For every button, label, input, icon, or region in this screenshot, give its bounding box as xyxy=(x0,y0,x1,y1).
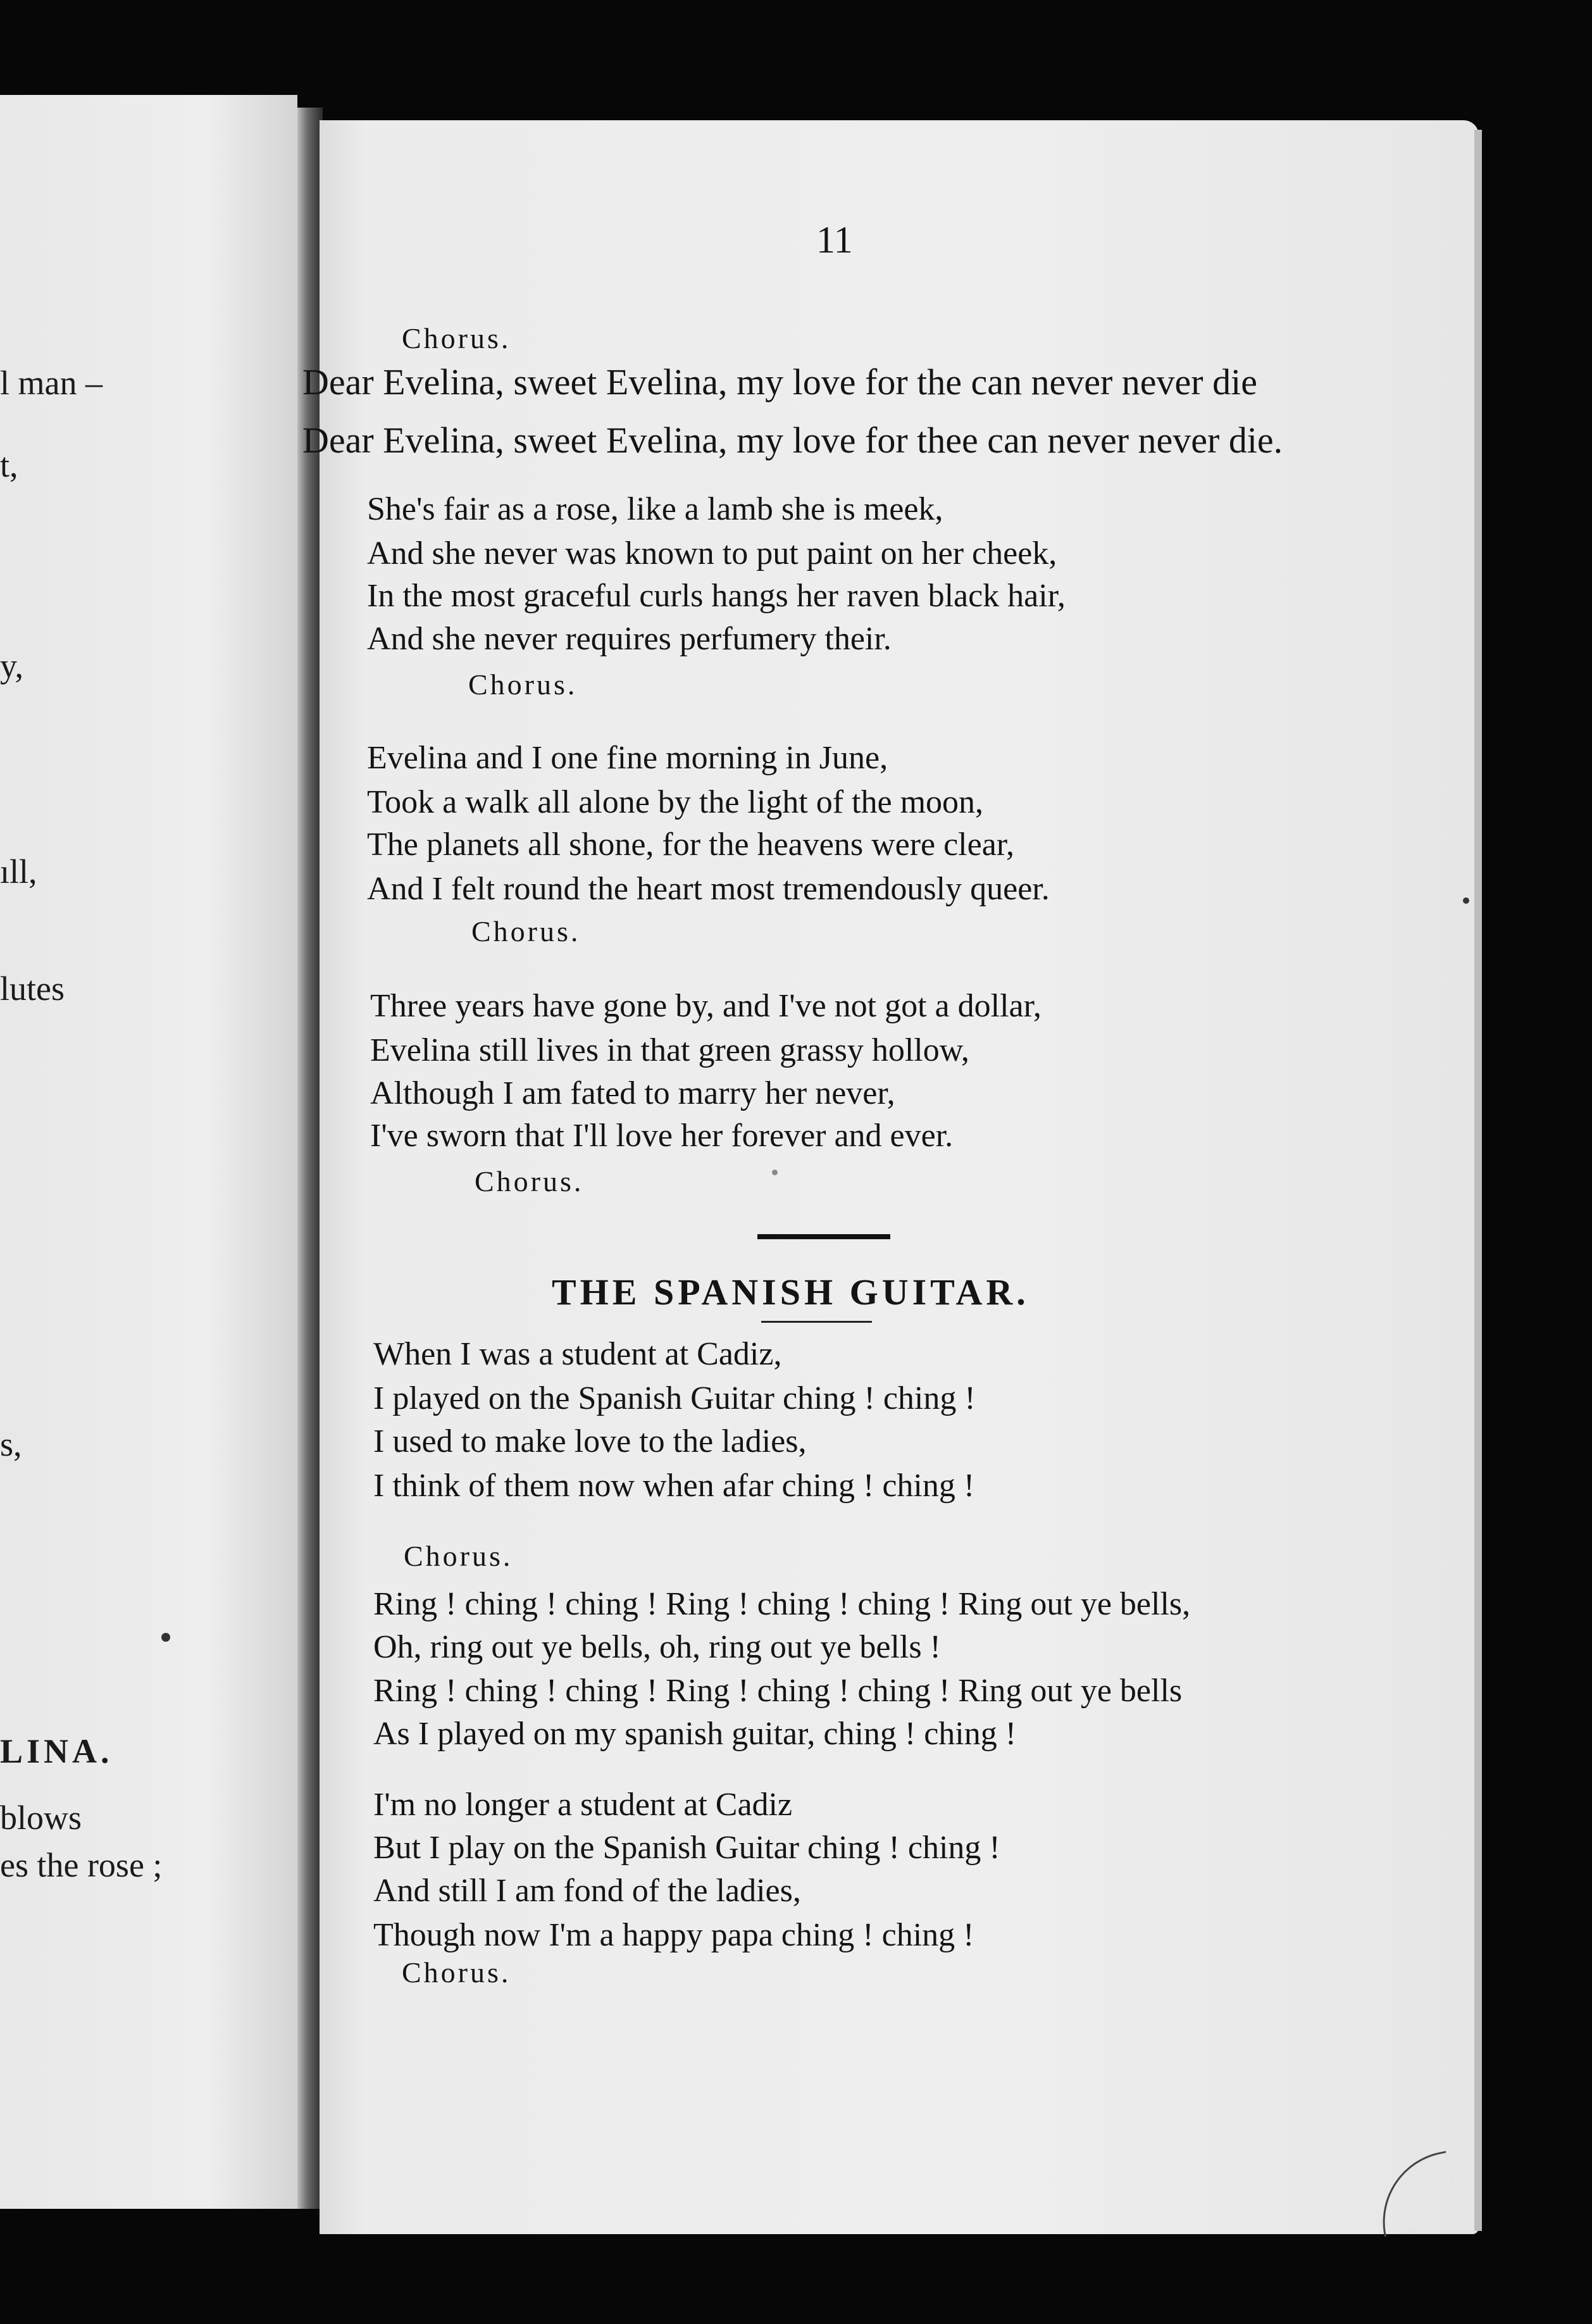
verse-line: I played on the Spanish Guitar ching ! ching ! xyxy=(373,1380,976,1416)
left-fragment: l man – xyxy=(0,364,103,402)
chorus-line: Dear Evelina, sweet Evelina, my love for the can never never die xyxy=(302,361,1257,403)
scan-speck xyxy=(161,1633,170,1642)
chorus-line: Dear Evelina, sweet Evelina, my love for thee can never never die. xyxy=(302,420,1283,461)
chorus-label: Chorus. xyxy=(404,1540,513,1572)
verse-line: And she never requires perfumery their. xyxy=(367,621,892,657)
verse-line: Though now I'm a happy papa ching ! ching ! xyxy=(373,1917,974,1953)
verse-line: Three years have gone by, and I've not got a dollar, xyxy=(370,988,1042,1024)
left-fragment: ıll, xyxy=(0,853,37,890)
left-fragment: es the rose ; xyxy=(0,1846,163,1884)
verse-line: The planets all shone, for the heavens were clear, xyxy=(367,827,1015,863)
verse-line: And I felt round the heart most tremendously queer. xyxy=(367,871,1050,907)
section-divider xyxy=(757,1234,890,1239)
chorus-label: Chorus. xyxy=(402,322,511,354)
verse-line: I used to make love to the ladies, xyxy=(373,1423,807,1459)
verse-line: In the most graceful curls hangs her raven black hair, xyxy=(367,578,1066,614)
page-number: 11 xyxy=(816,219,853,261)
verse-line: I think of them now when afar ching ! ching ! xyxy=(373,1468,975,1504)
left-fragment: y, xyxy=(0,647,23,685)
left-fragment: s, xyxy=(0,1425,22,1463)
verse-line: I'm no longer a student at Cadiz xyxy=(373,1787,793,1823)
chorus-line: Ring ! ching ! ching ! Ring ! ching ! ching ! Ring out ye bells, xyxy=(373,1586,1191,1622)
chorus-line: As I played on my spanish guitar, ching ! ching ! xyxy=(373,1716,1017,1752)
chorus-line: Oh, ring out ye bells, oh, ring out ye bells ! xyxy=(373,1629,941,1665)
scan-speck xyxy=(772,1170,778,1175)
verse-line: I've sworn that I'll love her forever and ever. xyxy=(370,1118,954,1154)
chorus-line: Ring ! ching ! ching ! Ring ! ching ! ching ! Ring out ye bells xyxy=(373,1673,1183,1709)
left-fragment: lutes xyxy=(0,970,65,1008)
verse-line: Evelina and I one fine morning in June, xyxy=(367,740,888,776)
left-fragment-heading: LINA. xyxy=(0,1732,113,1770)
chorus-label: Chorus. xyxy=(402,1956,511,1989)
left-facing-page xyxy=(0,95,297,2209)
verse-line: When I was a student at Cadiz, xyxy=(373,1336,782,1372)
left-fragment: blows xyxy=(0,1799,82,1837)
verse-line: She's fair as a rose, like a lamb she is meek, xyxy=(367,491,943,527)
verse-line: Evelina still lives in that green grassy hollow, xyxy=(370,1032,969,1068)
chorus-label: Chorus. xyxy=(468,668,578,701)
left-fragment: t, xyxy=(0,446,18,484)
verse-line: Although I am fated to marry her never, xyxy=(370,1075,895,1111)
page-edge-shadow xyxy=(1474,130,1482,2231)
verse-line: Took a walk all alone by the light of the moon, xyxy=(367,784,984,820)
verse-line: And she never was known to put paint on her cheek, xyxy=(367,535,1057,572)
scan-speck xyxy=(1463,897,1469,904)
verse-line: But I play on the Spanish Guitar ching ! ching ! xyxy=(373,1830,1000,1866)
verse-line: And still I am fond of the ladies, xyxy=(373,1873,801,1909)
title-underline xyxy=(761,1321,872,1323)
chorus-label: Chorus. xyxy=(475,1165,584,1197)
song-title: THE SPANISH GUITAR. xyxy=(552,1271,1029,1313)
chorus-label: Chorus. xyxy=(471,915,581,947)
